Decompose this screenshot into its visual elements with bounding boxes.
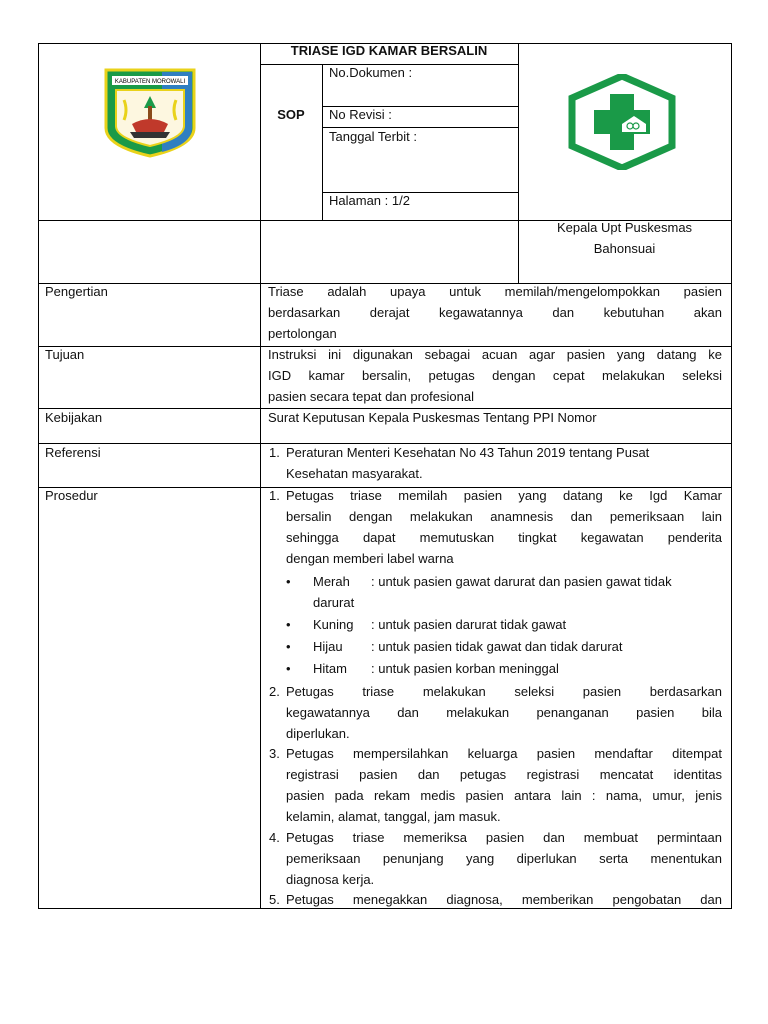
halaman-label: Halaman : 1/2 (329, 193, 410, 208)
kebijakan-label: Kebijakan (45, 410, 103, 425)
signatory-name: Bahonsuai (593, 241, 656, 256)
step-text: Petugas triase memeriksa pasien dan membuat permintaan pemeriksaan penunjang yang diperlukan serta menentukan diagnosa kerja. (286, 830, 722, 887)
tujuan-label: Tujuan (45, 347, 85, 362)
referensi-label: Referensi (45, 445, 101, 460)
referensi-number: 1. (269, 445, 280, 460)
document-title: TRIASE IGD KAMAR BERSALIN (290, 43, 488, 58)
step-text: Petugas triase melakukan seleksi pasien berdasarkan kegawatannya dan melakukan penanganan pasien bila diperlukan. (286, 684, 722, 741)
bullet-icon: • (286, 617, 291, 632)
step-number: 4. (269, 830, 280, 845)
regency-crest-icon (102, 66, 198, 158)
label-color-key: Hijau (313, 639, 343, 654)
step-text: Petugas triase memilah pasien yang datang ke Igd Kamar bersalin dengan melakukan anamnesis dan pemeriksaan lain sehingga dapat memutuskan tingkat kegawatan penderita dengan memberi label warna (286, 488, 722, 566)
label-color-desc: : untuk pasien gawat darurat dan pasien gawat tidak (371, 574, 672, 589)
bullet-icon: • (286, 661, 291, 676)
tujuan-text: Instruksi ini digunakan sebagai acuan agar pasien yang datang ke IGD kamar bersalin, petugas dengan cepat melakukan seleksi pasien secara tepat dan profesional (268, 347, 722, 404)
label-color-desc: : untuk pasien tidak gawat dan tidak darurat (371, 639, 623, 654)
label-color-key: Merah (313, 574, 350, 589)
signatory-title: Kepala Upt Puskesmas (556, 220, 693, 235)
table-border (260, 283, 261, 909)
kebijakan-text: Surat Keputusan Kepala Puskesmas Tentang PPI Nomor (268, 410, 597, 425)
referensi-line: Peraturan Menteri Kesehatan No 43 Tahun 2019 tentang Pusat (286, 445, 650, 460)
step-number: 3. (269, 746, 280, 761)
prosedur-label: Prosedur (45, 488, 98, 503)
step-text: Petugas menegakkan diagnosa, memberikan pengobatan dan (286, 892, 722, 907)
svg-text:KABUPATEN MOROWALI: KABUPATEN MOROWALI (114, 79, 186, 85)
label-color-key: Hitam (313, 661, 347, 676)
step-text: Petugas mempersilahkan keluarga pasien mendaftar ditempat registrasi pasien dan petugas registrasi mencatat identitas pasien pada rekam medis pasien antara lain : nama, umur, jenis kelamin, alamat, tanggal, jam masuk. (286, 746, 722, 824)
table-border (322, 64, 323, 220)
step-number: 1. (269, 488, 280, 503)
no-dokumen-label: No.Dokumen : (329, 65, 413, 80)
step-number: 5. (269, 892, 280, 907)
table-border (731, 43, 732, 909)
pengertian-text: Triase adalah upaya untuk memilah/mengelompokkan pasien berdasarkan derajat kegawatannya dan kebutuhan akan pertolongan (268, 284, 722, 341)
pengertian-label: Pengertian (45, 284, 108, 299)
referensi-line: Kesehatan masyarakat. (286, 466, 423, 481)
bullet-icon: • (286, 574, 291, 589)
label-color-desc: darurat (313, 595, 355, 610)
step-number: 2. (269, 684, 280, 699)
puskesmas-cross-icon (568, 74, 676, 170)
table-border (260, 43, 261, 283)
table-border (38, 43, 39, 909)
tanggal-terbit-label: Tanggal Terbit : (329, 129, 417, 144)
label-color-desc: : untuk pasien darurat tidak gawat (371, 617, 567, 632)
sop-label: SOP (277, 107, 305, 122)
label-color-desc: : untuk pasien korban meninggal (371, 661, 559, 676)
no-revisi-label: No Revisi : (329, 107, 392, 122)
bullet-icon: • (286, 639, 291, 654)
label-color-key: Kuning (313, 617, 354, 632)
